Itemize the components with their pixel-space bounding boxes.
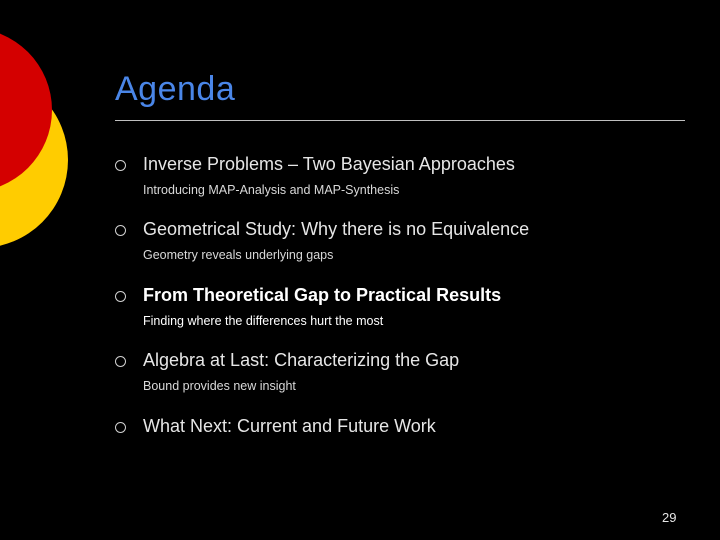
agenda-item-title: Inverse Problems – Two Bayesian Approaches	[143, 154, 515, 174]
agenda-item-title: Algebra at Last: Characterizing the Gap	[143, 350, 460, 370]
agenda-item-subtitle: Geometry reveals underlying gaps	[143, 248, 334, 262]
agenda-item-title: What Next: Current and Future Work	[143, 416, 436, 436]
agenda-item-subtitle: Finding where the differences hurt the most	[143, 314, 384, 328]
agenda-item-subtitle: Bound provides new insight	[143, 379, 296, 393]
hollow-bullet-icon	[115, 225, 126, 236]
agenda-item-title: Geometrical Study: Why there is no Equivalence	[143, 219, 530, 239]
hollow-bullet-icon	[115, 422, 126, 433]
page-number: 29	[662, 510, 677, 525]
agenda-item-subtitle: Introducing MAP-Analysis and MAP-Synthesis	[143, 183, 400, 197]
hollow-bullet-icon	[115, 356, 126, 367]
agenda-item-title: From Theoretical Gap to Practical Results	[143, 285, 502, 305]
title-divider	[115, 120, 685, 121]
decorative-circles-graphic	[0, 0, 120, 300]
slide-title: Agenda	[115, 70, 236, 108]
hollow-bullet-icon	[115, 160, 126, 171]
hollow-bullet-icon	[115, 291, 126, 302]
